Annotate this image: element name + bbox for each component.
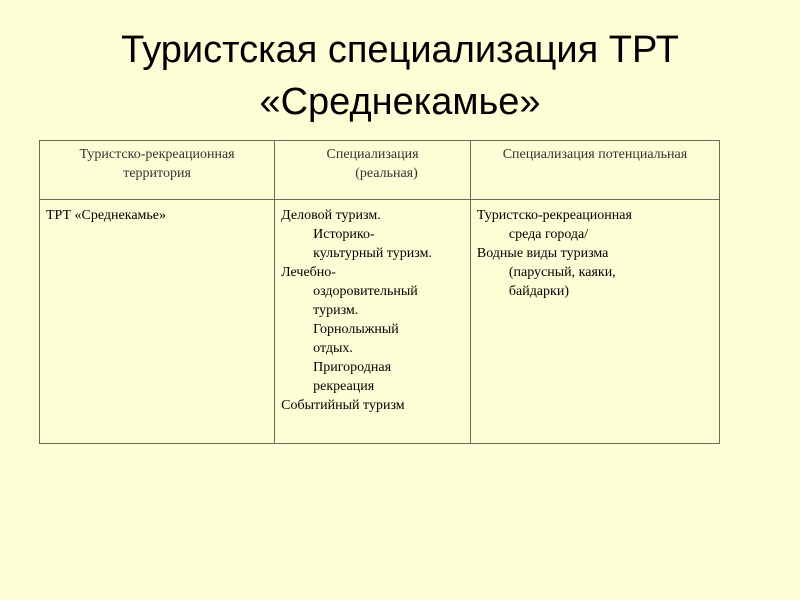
list-item-line: Туристско-рекреационная <box>476 208 632 223</box>
list-item-line: культурный туризм. <box>313 246 432 261</box>
list-item-line: (парусный, каяки, <box>508 265 616 280</box>
list-item-line: байдарки) <box>508 284 569 299</box>
header-real-line-2: (реальная) <box>355 166 418 181</box>
list-item-line: Лечебно- <box>281 265 336 280</box>
table-header-row <box>40 141 720 200</box>
real-specialization-list <box>275 200 470 415</box>
list-item-line: туризм. <box>313 303 359 318</box>
potential-specialization-cell <box>470 200 719 444</box>
header-potential-line-1: Специализация потенциальная <box>502 147 688 162</box>
list-item <box>281 206 464 263</box>
territory-name: ТРТ «Среднекамье» <box>46 208 167 223</box>
header-territory-line-1: Туристско-рекреационная <box>79 147 235 162</box>
list-item <box>281 263 464 396</box>
list-item-line: среда города/ <box>508 227 589 242</box>
header-territory <box>40 141 275 200</box>
list-item-line: Пригородная <box>313 360 392 375</box>
table-row <box>40 200 720 444</box>
list-item-line: оздоровительный <box>313 284 418 299</box>
list-item-line: Водные виды туризма <box>476 246 609 261</box>
slide-title <box>0 24 800 128</box>
list-item-line: Событийный туризм <box>281 398 405 413</box>
potential-specialization-list <box>471 200 719 301</box>
header-territory-line-2: территория <box>123 166 191 181</box>
real-specialization-cell <box>275 200 471 444</box>
header-real-specialization <box>275 141 471 200</box>
slide-title-line-1: Туристская специализация ТРТ <box>121 29 679 71</box>
specialization-table <box>39 140 720 444</box>
header-potential-specialization <box>470 141 719 200</box>
territory-cell <box>40 200 275 444</box>
list-item-line: рекреация <box>313 379 375 394</box>
list-item <box>477 244 713 301</box>
slide-title-line-2: «Среднекамье» <box>259 81 541 123</box>
list-item-line: Историко- <box>313 227 375 242</box>
list-item <box>477 206 713 244</box>
list-item-line: Горнолыжный <box>313 322 399 337</box>
list-item-line: отдых. <box>313 341 353 356</box>
list-item-line: Деловой туризм. <box>281 208 381 223</box>
header-real-line-1: Специализация <box>326 147 419 162</box>
list-item <box>281 396 464 415</box>
